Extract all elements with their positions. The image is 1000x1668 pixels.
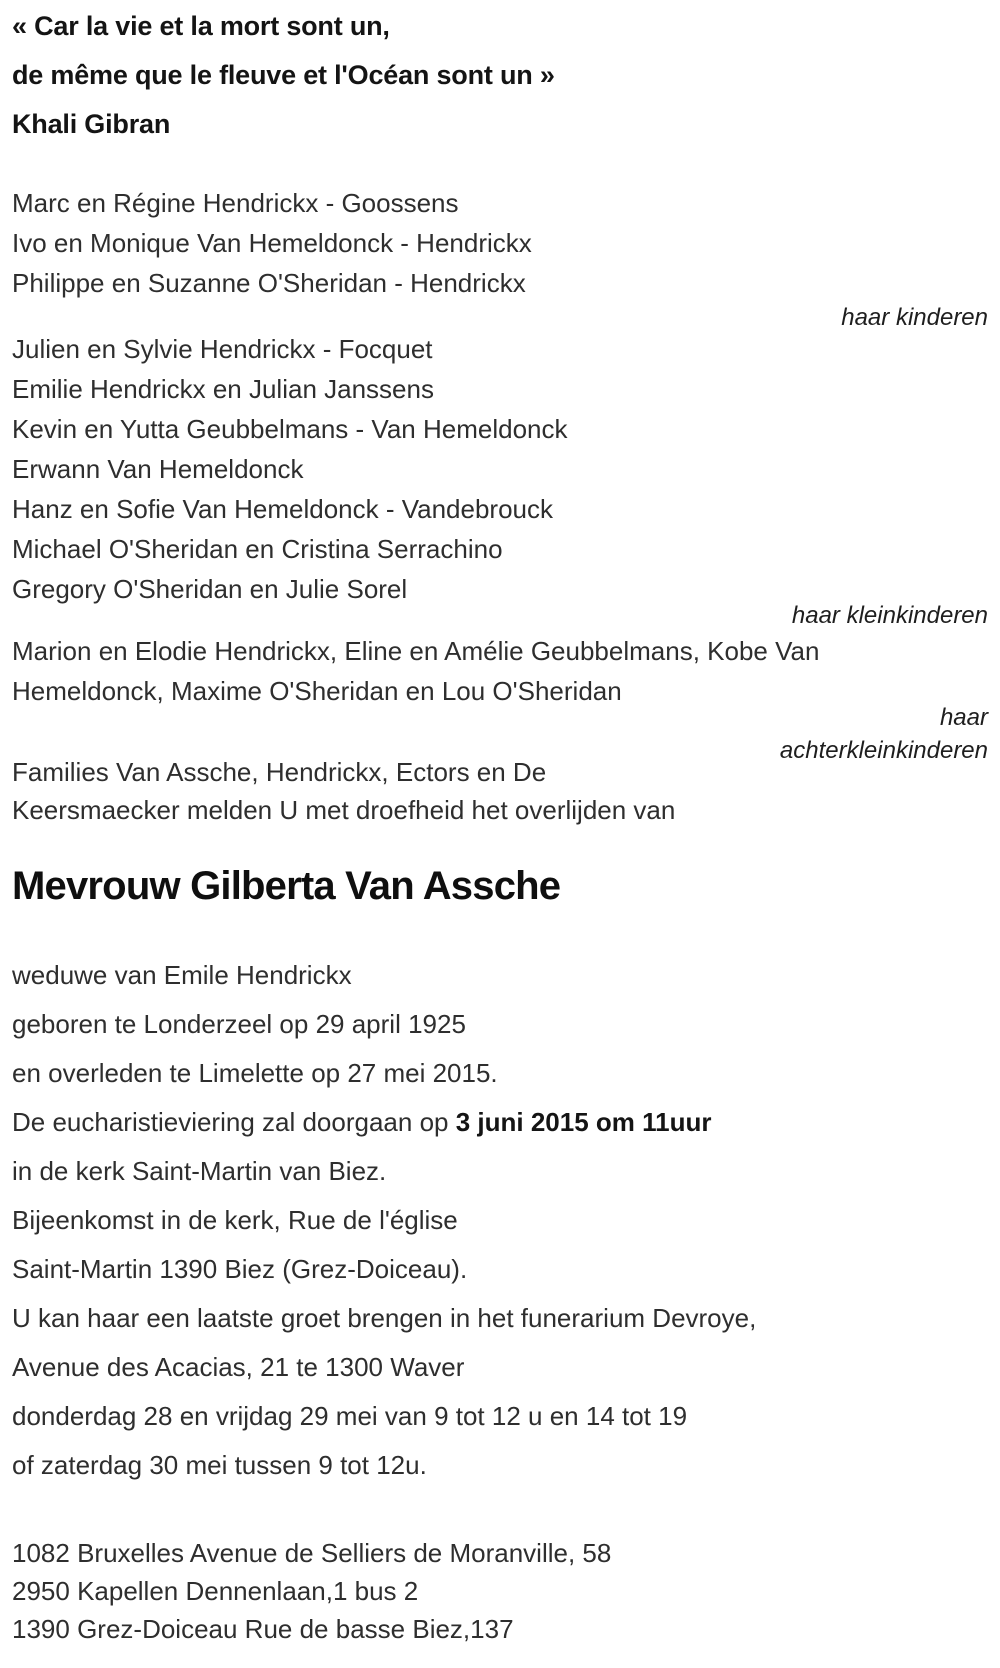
great-grandchildren-list (12, 631, 988, 711)
funeral-details (12, 951, 988, 1490)
meeting-line: Bijeenkomst in de kerk, Rue de l'église (12, 1205, 458, 1235)
deceased-name-heading: Mevrouw Gilberta Van Assche (12, 864, 561, 908)
grandchildren-list (12, 329, 988, 609)
family-addresses (12, 1534, 988, 1648)
children-list (12, 183, 988, 303)
address-line: 1082 Bruxelles Avenue de Selliers de Moranville, 58 (12, 1538, 612, 1568)
address-line: 2950 Kapellen Dennenlaan,1 bus 2 (12, 1576, 419, 1606)
service-datetime: 3 juni 2015 om 11uur (455, 1107, 712, 1137)
visiting-hours-line: of zaterdag 30 mei tussen 9 tot 12u. (12, 1450, 427, 1480)
child-line: Marc en Régine Hendrickx - Goossens (12, 188, 459, 218)
service-location-line: in de kerk Saint-Martin van Biez. (12, 1156, 387, 1186)
children-label: haar kinderen (841, 304, 988, 331)
quote-line-2: de même que le fleuve et l'Océan sont un » (12, 60, 555, 90)
quote-author: Khali Gibran (12, 109, 171, 139)
great-grandchildren-label-line1: haar (939, 704, 988, 731)
announcement-line: Families Van Assche, Hendrickx, Ectors en De (12, 757, 547, 787)
child-line: Philippe en Suzanne O'Sheridan - Hendrickx (12, 268, 526, 298)
grandchild-line: Emilie Hendrickx en Julian Janssens (12, 374, 434, 404)
great-grandchildren-label-line2: achterkleinkinderen (779, 737, 988, 764)
meeting-line: Saint-Martin 1390 Biez (Grez-Doiceau). (12, 1254, 468, 1284)
funerarium-line: Avenue des Acacias, 21 te 1300 Waver (12, 1352, 465, 1382)
funerarium-line: U kan haar een laatste groet brengen in het funerarium Devroye, (12, 1303, 757, 1333)
visiting-hours-line: donderdag 28 en vrijdag 29 mei van 9 tot 12 u en 14 tot 19 (12, 1401, 688, 1431)
announcement-line: Keersmaecker melden U met droefheid het overlijden van (12, 795, 676, 825)
grandchild-line: Hanz en Sofie Van Hemeldonck - Vandebrouck (12, 494, 554, 524)
quote-line-1: « Car la vie et la mort sont un, (12, 11, 390, 41)
grandchild-line: Julien en Sylvie Hendrickx - Focquet (12, 334, 433, 364)
child-line: Ivo en Monique Van Hemeldonck - Hendrickx (12, 228, 532, 258)
great-grandchild-line: Hemeldonck, Maxime O'Sheridan en Lou O'Sheridan (12, 676, 622, 706)
opening-quote (12, 2, 988, 149)
great-grandchild-line: Marion en Elodie Hendrickx, Eline en Amélie Geubbelmans, Kobe Van (12, 636, 820, 666)
address-line: 1390 Grez-Doiceau Rue de basse Biez,137 (12, 1614, 514, 1644)
grandchild-line: Kevin en Yutta Geubbelmans - Van Hemeldonck (12, 414, 568, 444)
born-line: geboren te Londerzeel op 29 april 1925 (12, 1009, 466, 1039)
grandchild-line: Gregory O'Sheridan en Julie Sorel (12, 574, 408, 604)
grandchildren-label: haar kleinkinderen (791, 602, 988, 629)
grandchild-line: Michael O'Sheridan en Cristina Serrachino (12, 534, 503, 564)
grandchild-line: Erwann Van Hemeldonck (12, 454, 304, 484)
service-prefix: De eucharistieviering zal doorgaan op (12, 1107, 456, 1137)
died-line: en overleden te Limelette op 27 mei 2015. (12, 1058, 498, 1088)
service-line (12, 1098, 988, 1147)
widow-line: weduwe van Emile Hendrickx (12, 960, 352, 990)
